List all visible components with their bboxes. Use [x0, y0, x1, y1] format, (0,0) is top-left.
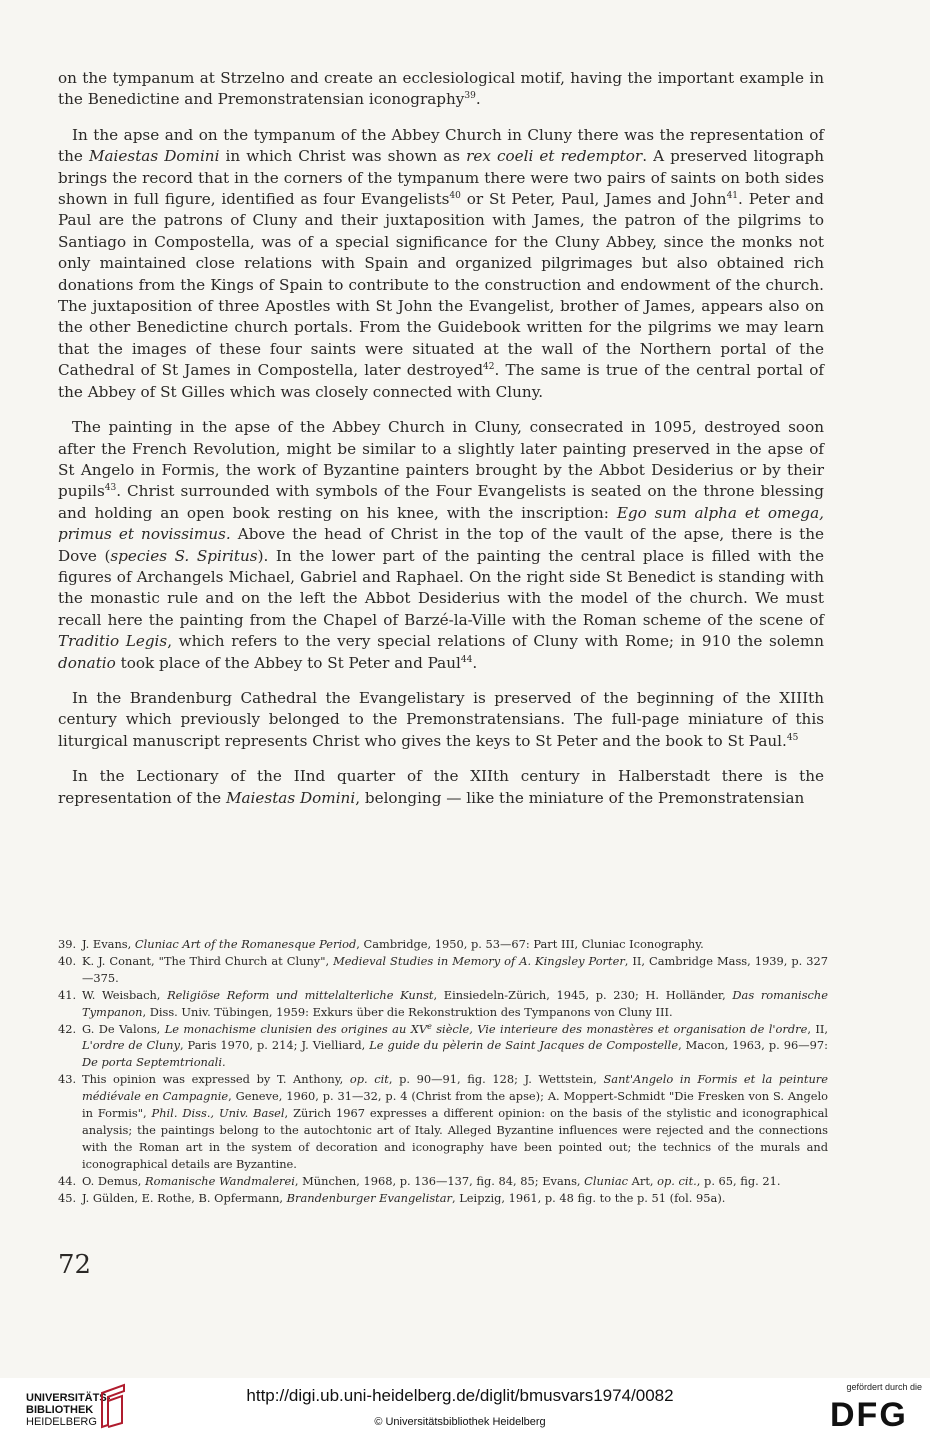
footnote	[58, 1173, 828, 1190]
footnote-number: 43.	[58, 1072, 77, 1087]
library-logo-icon	[94, 1383, 128, 1429]
footnote-text: G. De Valons, Le monachisme clunisien des origines au XVe siècle, Vie interieure des monastères et organisation de l'ordre, II, L'ordre de Cluny, Paris 1970, p. 214; J. Vielliard, Le guide du pèlerin de Saint Jacques de Compostelle, Macon, 1963, p. 96—97: De porta Septemtrionali.	[82, 1021, 829, 1070]
footnote-number: 39.	[58, 937, 77, 951]
footnote	[58, 1021, 828, 1072]
footnote	[58, 1190, 828, 1207]
footnote	[58, 936, 828, 953]
footnote-number: 42.	[58, 1021, 77, 1036]
body-text	[58, 68, 824, 823]
library-line-1: UNIVERSITÄTS-	[26, 1392, 111, 1404]
copyright-notice: © Universitätsbibliothek Heidelberg	[374, 1416, 546, 1428]
paragraph: In the Lectionary of the IInd quarter of the XIIth century in Halberstadt there is the representation of the Maiestas Domini, belonging — like the miniature of the Premonstratensian	[58, 767, 824, 807]
funding-label: gefördert durch die	[846, 1382, 922, 1392]
paragraph: The painting in the apse of the Abbey Church in Cluny, consecrated in 1095, destroyed soon after the French Revolution, might be similar to a slightly later painting preserved in the apse of St Angelo in Formis, the work of Byzantine painters brought by the Abbot Desiderius or by their pupils$^{43}$. Christ surrounded with symbols of the Four Evangelists is seated on the throne blessing and holding an open book resting on his knee, with the inscription: Ego sum alpha et omega, primus et novissimus. Above the head of Christ in the top of the vault of the apse, there is the Dove (species S. Spiritus). In the lower part of the painting the central place is filled with the figures of Archangels Michael, Gabriel and Raphael. On the right side St Benedict is standing with the monastic rule and on the left the Abbot Desiderius with the model of the church. We must recall here the painting from the Chapel of Barzé-la-Ville with the Roman scheme of the scene of Traditio Legis, which refers to the very special relations of Cluny with Rome; in 910 the solemn donatio took place of the Abbey to St Peter and Paul$^{44}$.	[58, 418, 825, 672]
library-line-2: BIBLIOTHEK	[26, 1404, 94, 1416]
footnote-number: 40.	[58, 953, 77, 968]
footnote	[58, 953, 828, 987]
footnote-text: This opinion was expressed by T. Anthony, op. cit, p. 90—91, fig. 128; J. Wettstein, Sant'Angelo in Formis et la peinture médiévale en Campagnie, Geneve, 1960, p. 31—32, p. 4 (Christ from the apse); A. Moppert-Schmidt "Die Fresken von S. Angelo in Formis", Phil. Diss., Univ. Basel, Zürich 1967 expresses a different opinion: on the basis of the stylistic and iconographical analysis; the paintings belong to the autochtonic art of Italy. Alleged Byzantine influences were rejected and the connections with the Roman art in the system of decoration and iconography have been pointed out; the technics of the murals and iconographical details are Byzantine.	[82, 1072, 828, 1171]
footnote-number: 44.	[58, 1173, 77, 1188]
footnote-text: J. Evans, Cluniac Art of the Romanesque Period, Cambridge, 1950, p. 53—67: Part III, Cluniac Iconography.	[82, 937, 704, 951]
footer-bar	[0, 1378, 930, 1442]
page-number: 72	[58, 1250, 92, 1280]
permalink-url[interactable]: http://digi.ub.uni-heidelberg.de/diglit/bmusvars1974/0082	[246, 1386, 674, 1405]
footnotes	[58, 936, 828, 1207]
footnote	[58, 987, 828, 1021]
library-line-3: HEIDELBERG	[26, 1416, 97, 1428]
footnote-text: W. Weisbach, Religiöse Reform und mittelalterliche Kunst, Einsiedeln-Zürich, 1945, p. 230; H. Holländer, Das romanische Tympanon, Diss. Univ. Tübingen, 1959: Exkurs über die Rekonstruktion des Tympanons von Cluny III.	[82, 987, 828, 1019]
footnote-number: 45.	[58, 1190, 77, 1205]
dfg-logo: DFG	[830, 1396, 908, 1434]
footnote-text: K. J. Conant, "The Third Church at Cluny", Medieval Studies in Memory of A. Kingsley Porter, II, Cambridge Mass, 1939, p. 327—375.	[82, 953, 828, 985]
footnote-text: J. Gülden, E. Rothe, B. Opfermann, Brandenburger Evangelistar, Leipzig, 1961, p. 48 fig. to the p. 51 (fol. 95a).	[82, 1190, 726, 1205]
paragraph: In the apse and on the tympanum of the Abbey Church in Cluny there was the representation of the Maiestas Domini in which Christ was shown as rex coeli et redemptor. A preserved litograph brings the record that in the corners of the tympanum there were two pairs of saints on both sides shown in full figure, identified as four Evangelists$^{40}$ or St Peter, Paul, James and John$^{41}$. Peter and Paul are the patrons of Cluny and their juxtaposition with James, the patron of the pilgrims to Santiago in Compostella, was of a special significance for the Cluny Abbey, since the monks not only maintained close relations with Spain and organized pilgrimages but also obtained rich donations from the Kings of Spain to contribute to the construction and endowment of the church. The juxtaposition of three Apostles with St John the Evangelist, brother of James, appears also on the other Benedictine church portals. From the Guidebook written for the pilgrims we may learn that the images of these four saints were situated at the wall of the Northern portal of the Cathedral of St James in Compostella, later destroyed$^{42}$. The same is true of the central portal of the Abbey of St Gilles which was closely connected with Cluny.	[58, 125, 824, 401]
footnote	[58, 1071, 828, 1172]
footnote-text: O. Demus, Romanische Wandmalerei, München, 1968, p. 136—137, fig. 84, 85; Evans, Cluniac Art, op. cit., p. 65, fig. 21.	[82, 1173, 781, 1188]
paragraph: on the tympanum at Strzelno and create an ecclesiological motif, having the important example in the Benedictine and Premonstratensian iconography$^{39}$.	[58, 69, 824, 109]
paragraph: In the Brandenburg Cathedral the Evangelistary is preserved of the beginning of the XIIIth century which previously belonged to the Premonstratensians. The full-page miniature of this liturgical manuscript represents Christ who gives the keys to St Peter and the book to St Paul.$^{45}$	[58, 688, 824, 750]
footnote-number: 41.	[58, 987, 77, 1002]
